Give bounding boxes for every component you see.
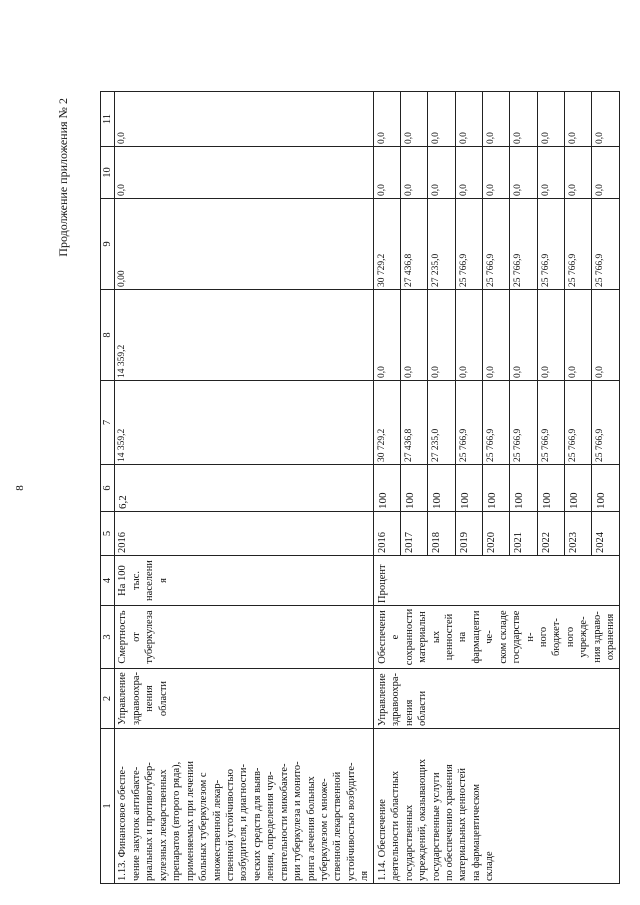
text-line: учреждений, оказывающих bbox=[417, 758, 429, 881]
amount-cell: 0,0 bbox=[483, 290, 510, 381]
text-line: фармацевтиче- bbox=[470, 610, 496, 664]
amount-cell: 0,0 bbox=[455, 290, 482, 381]
text-line: рии туберкулеза и монито- bbox=[292, 761, 304, 881]
amount-cell: 0,0 bbox=[455, 147, 482, 199]
text-line: ственной лекарственной bbox=[332, 771, 344, 881]
rotated-page bbox=[14, 92, 634, 884]
text-line: ческих средств для выяв- bbox=[251, 767, 263, 881]
text-line: государственные услуги bbox=[430, 772, 442, 881]
text-line: области bbox=[157, 680, 169, 717]
caption: Продолжение приложения № 2 bbox=[56, 98, 70, 257]
year-cell: 2018 bbox=[428, 512, 455, 556]
col-header: 1 bbox=[101, 729, 115, 884]
text-line: чение закупок антибакте- bbox=[130, 766, 142, 881]
text-line: 1.13. Финансовое обеспе- bbox=[117, 766, 129, 881]
value-cell: 100 bbox=[373, 465, 400, 512]
amount-cell: 0,0 bbox=[401, 290, 428, 381]
text-line: области bbox=[417, 690, 429, 726]
text-line: Управление bbox=[117, 672, 129, 725]
text-line: материальных bbox=[417, 611, 442, 663]
value-cell: 100 bbox=[564, 465, 591, 512]
text-line: складе bbox=[484, 851, 496, 881]
text-line: применяемых при лечении bbox=[184, 760, 196, 881]
text-line: ринга лечения больных bbox=[305, 776, 317, 881]
value-cell: 100 bbox=[537, 465, 564, 512]
text-line: нения bbox=[403, 699, 415, 726]
text-line: охранения bbox=[605, 613, 617, 661]
amount-cell: 0,0 bbox=[115, 92, 373, 147]
text-line: туберкулеза bbox=[144, 610, 156, 664]
amount-cell: 0,0 bbox=[537, 290, 564, 381]
amount-cell: 0,0 bbox=[592, 290, 619, 381]
amount-cell: 0,0 bbox=[428, 147, 455, 199]
text-line: материальных ценностей bbox=[457, 768, 469, 881]
text-line: нения bbox=[144, 685, 156, 712]
amount-cell: 14 359,2 bbox=[115, 381, 373, 465]
value-cell: 100 bbox=[592, 465, 619, 512]
year-cell: 2019 bbox=[455, 512, 482, 556]
amount-cell: 25 766,9 bbox=[592, 199, 619, 290]
amount-cell: 25 766,9 bbox=[483, 199, 510, 290]
table-row bbox=[115, 92, 373, 884]
text-line: множественной лекар- bbox=[211, 779, 223, 881]
amount-cell: 25 766,9 bbox=[455, 199, 482, 290]
amount-cell: 27 436,8 bbox=[401, 199, 428, 290]
amount-cell: 0,0 bbox=[428, 290, 455, 381]
text-line: государственных bbox=[403, 804, 415, 881]
value-cell: 100 bbox=[483, 465, 510, 512]
year-cell: 2023 bbox=[564, 512, 591, 556]
amount-cell: 0,0 bbox=[592, 92, 619, 147]
amount-cell: 25 766,9 bbox=[564, 199, 591, 290]
text-line: здравоохра- bbox=[390, 673, 402, 726]
unit-cell bbox=[115, 556, 373, 606]
col-header: 10 bbox=[101, 147, 115, 199]
program-table bbox=[100, 91, 620, 884]
text-line: Обеспечение bbox=[376, 610, 402, 664]
text-line: на фармацевтическом bbox=[470, 783, 482, 881]
year-cell: 2020 bbox=[483, 512, 510, 556]
text-line: по обеспечению хранения bbox=[443, 764, 455, 881]
text-line: На 100 bbox=[117, 565, 129, 596]
col-header: 8 bbox=[101, 290, 115, 381]
col-header: 6 bbox=[101, 465, 115, 512]
value-cell: 100 bbox=[401, 465, 428, 512]
value-cell: 100 bbox=[510, 465, 537, 512]
col-header: 7 bbox=[101, 381, 115, 465]
text-line: ного учрежде- bbox=[564, 616, 590, 658]
year-cell: 2021 bbox=[510, 512, 537, 556]
amount-cell: 30 729,2 bbox=[373, 199, 400, 290]
amount-cell: 0,0 bbox=[115, 147, 373, 199]
amount-cell: 0,00 bbox=[115, 199, 373, 290]
amount-cell: 0,0 bbox=[592, 147, 619, 199]
measure-cell bbox=[373, 729, 619, 884]
value-cell: 100 bbox=[455, 465, 482, 512]
text-line: ственной устойчивостью bbox=[224, 769, 236, 881]
amount-cell: 25 766,9 bbox=[510, 381, 537, 465]
amount-cell: 0,0 bbox=[510, 92, 537, 147]
measure-cell bbox=[115, 729, 373, 884]
amount-cell: 27 235,0 bbox=[428, 199, 455, 290]
col-header: 3 bbox=[101, 606, 115, 669]
text-line: ля bbox=[359, 870, 371, 881]
amount-cell: 0,0 bbox=[564, 147, 591, 199]
text-line: тыс. bbox=[130, 571, 142, 590]
text-line: ствительности микобакте- bbox=[278, 763, 290, 881]
amount-cell: 0,0 bbox=[564, 290, 591, 381]
text-line: государствен- bbox=[511, 610, 536, 664]
text-line: сохранности bbox=[403, 608, 415, 666]
amount-cell: 0,0 bbox=[373, 290, 400, 381]
text-line: риальных и противотубер- bbox=[144, 762, 156, 881]
text-line: больных туберкулезом с bbox=[198, 772, 210, 881]
text-line: Смертность bbox=[117, 610, 129, 664]
text-line: 1.14. Обеспечение bbox=[376, 799, 388, 881]
unit-cell: Процент bbox=[373, 556, 619, 606]
col-header: 2 bbox=[101, 669, 115, 729]
amount-cell: 25 766,9 bbox=[592, 381, 619, 465]
col-header: 11 bbox=[101, 92, 115, 147]
table-row bbox=[373, 92, 400, 884]
text-line: ния здраво- bbox=[591, 611, 603, 663]
text-line: кулезных лекарственных bbox=[157, 769, 169, 881]
text-line: ском складе bbox=[497, 610, 509, 664]
amount-cell: 25 766,9 bbox=[564, 381, 591, 465]
value-cell: 6,2 bbox=[115, 465, 373, 512]
text-line: здравоохра- bbox=[130, 672, 142, 725]
page-number: 8 bbox=[14, 485, 26, 491]
amount-cell: 14 359,2 bbox=[115, 290, 373, 381]
amount-cell: 0,0 bbox=[564, 92, 591, 147]
amount-cell: 0,0 bbox=[373, 92, 400, 147]
amount-cell: 0,0 bbox=[455, 92, 482, 147]
indicator-cell bbox=[373, 606, 619, 669]
col-header: 9 bbox=[101, 199, 115, 290]
amount-cell: 0,0 bbox=[428, 92, 455, 147]
executor-cell bbox=[373, 669, 619, 729]
amount-cell: 0,0 bbox=[537, 147, 564, 199]
amount-cell: 0,0 bbox=[510, 290, 537, 381]
amount-cell: 0,0 bbox=[483, 92, 510, 147]
text-line: населения bbox=[144, 560, 169, 601]
col-header: 5 bbox=[101, 512, 115, 556]
year-cell: 2022 bbox=[537, 512, 564, 556]
year-cell: 2016 bbox=[373, 512, 400, 556]
amount-cell: 0,0 bbox=[401, 147, 428, 199]
text-line: устойчивостью возбудите- bbox=[345, 762, 357, 881]
executor-cell bbox=[115, 669, 373, 729]
text-line: Управление bbox=[376, 673, 388, 726]
amount-cell: 27 235,0 bbox=[428, 381, 455, 465]
indicator-cell bbox=[115, 606, 373, 669]
text-line: ценностей на bbox=[443, 613, 469, 661]
amount-cell: 0,0 bbox=[483, 147, 510, 199]
col-header: 4 bbox=[101, 556, 115, 606]
text-line: туберкулезом с множе- bbox=[319, 778, 330, 881]
amount-cell: 30 729,2 bbox=[373, 381, 400, 465]
year-cell: 2016 bbox=[115, 512, 373, 556]
year-cell: 2017 bbox=[401, 512, 428, 556]
value-cell: 100 bbox=[428, 465, 455, 512]
text-line: деятельности областных bbox=[390, 770, 402, 881]
header-row bbox=[101, 92, 115, 884]
text-line: возбудителя, и диагности- bbox=[238, 763, 250, 881]
text-line: препаратов (второго ряда), bbox=[171, 761, 183, 881]
amount-cell: 25 766,9 bbox=[537, 381, 564, 465]
text-line: ного бюджет- bbox=[538, 618, 563, 656]
year-cell: 2024 bbox=[592, 512, 619, 556]
text-line: от bbox=[130, 632, 142, 642]
amount-cell: 25 766,9 bbox=[455, 381, 482, 465]
amount-cell: 0,0 bbox=[537, 92, 564, 147]
amount-cell: 0,0 bbox=[401, 92, 428, 147]
amount-cell: 25 766,9 bbox=[483, 381, 510, 465]
amount-cell: 25 766,9 bbox=[510, 199, 537, 290]
amount-cell: 0,0 bbox=[510, 147, 537, 199]
amount-cell: 25 766,9 bbox=[537, 199, 564, 290]
amount-cell: 27 436,8 bbox=[401, 381, 428, 465]
text-line: ления, определения чув- bbox=[265, 771, 277, 881]
amount-cell: 0,0 bbox=[373, 147, 400, 199]
